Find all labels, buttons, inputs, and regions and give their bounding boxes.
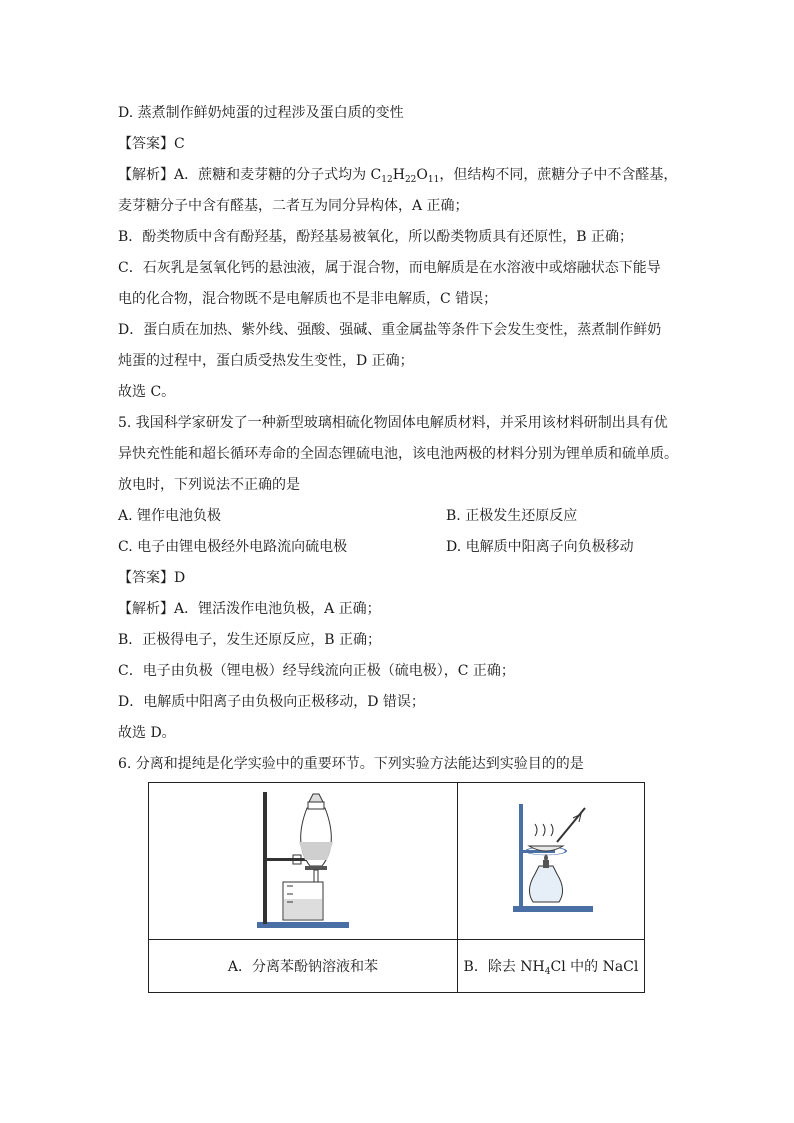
q5-option-b: B. 正极发生还原反应 xyxy=(446,508,578,524)
q5-analysis-d: D．电解质中阳离子由负极向正极移动，D 错误； xyxy=(118,694,425,710)
q4-answer: 【答案】C xyxy=(118,136,185,152)
q4-analysis-a-text: 【解析】A．蔗糖和麦芽糖的分子式均为 C xyxy=(118,167,382,183)
q4-analysis-b: B．酚类物质中含有酚羟基，酚羟基易被氧化，所以酚类物质具有还原性，B 正确； xyxy=(118,229,634,245)
option-b-caption xyxy=(457,940,644,993)
formula-h: H xyxy=(392,167,405,183)
q5-stem-line2: 异快充性能和超长循环寿命的全固态锂硫电池，该电池两极的材料分别为锂单质和硫单质。 xyxy=(118,446,678,462)
q5-analysis-c: C．电子由负极（锂电极）经导线流向正极（硫电极），C 正确； xyxy=(118,663,515,679)
q4-analysis-a-line2: 麦芽糖分子中含有醛基，二者互为同分异构体，A 正确； xyxy=(118,198,469,214)
evaporation-figure xyxy=(501,794,601,924)
formula-sub: 4 xyxy=(544,967,551,977)
q5-option-d: D. 电解质中阳离子向负极移动 xyxy=(446,539,634,555)
q4-option-d: D. 蒸煮制作鲜奶炖蛋的过程涉及蛋白质的变性 xyxy=(118,105,404,121)
option-b-figure-cell xyxy=(457,783,644,940)
q4-analysis-a xyxy=(118,165,677,187)
q5-option-c: C. 电子由锂电极经外电路流向硫电极 xyxy=(118,539,348,555)
formula-sub: 12 xyxy=(381,175,393,185)
option-a-figure-cell xyxy=(149,783,458,940)
q5-answer: 【答案】D xyxy=(118,570,186,586)
q5-stem-line1: 5. 我国科学家研发了一种新型玻璃相硫化物固体电解质材料，并采用该材料研制出具有优 xyxy=(118,415,668,431)
q4-choose: 故选 C。 xyxy=(118,384,176,400)
q5-choose: 故选 D。 xyxy=(118,725,176,741)
separatory-funnel-figure xyxy=(243,784,363,934)
q4-analysis-c1: C．石灰乳是氢氧化钙的悬浊液，属于混合物，而电解质是在水溶液中或熔融状态下能导 xyxy=(118,260,661,276)
q5-analysis-a: 【解析】A．锂活泼作电池负极，A 正确； xyxy=(118,601,381,617)
formula-o: O xyxy=(416,167,428,183)
q4-analysis-d2: 炖蛋的过程中，蛋白质受热发生变性，D 正确； xyxy=(118,353,414,369)
option-b-caption-tail: Cl 中的 NaCl xyxy=(550,959,639,975)
q4-analysis-a-tail: ，但结构不同，蔗糖分子中不含醛基， xyxy=(439,167,678,183)
q5-option-a: A. 锂作电池负极 xyxy=(118,508,222,524)
option-b-caption-text: B．除去 NH xyxy=(463,959,545,975)
option-a-caption: A．分离苯酚钠溶液和苯 xyxy=(149,940,458,993)
q5-stem-line3: 放电时，下列说法不正确的是 xyxy=(118,477,300,493)
q4-analysis-c2: 电的化合物，混合物既不是电解质也不是非电解质，C 错误； xyxy=(118,291,498,307)
formula-sub: 22 xyxy=(404,175,417,185)
q5-analysis-b: B．正极得电子，发生还原反应，B 正确； xyxy=(118,632,382,648)
q4-analysis-d1: D．蛋白质在加热、紫外线、强酸、强碱、重金属盐等条件下会发生变性，蒸煮制作鲜奶 xyxy=(118,322,662,338)
q6-stem: 6. 分离和提纯是化学实验中的重要环节。下列实验方法能达到实验目的的是 xyxy=(118,756,584,772)
formula-sub: 11 xyxy=(427,175,440,185)
q6-option-table xyxy=(148,782,645,993)
